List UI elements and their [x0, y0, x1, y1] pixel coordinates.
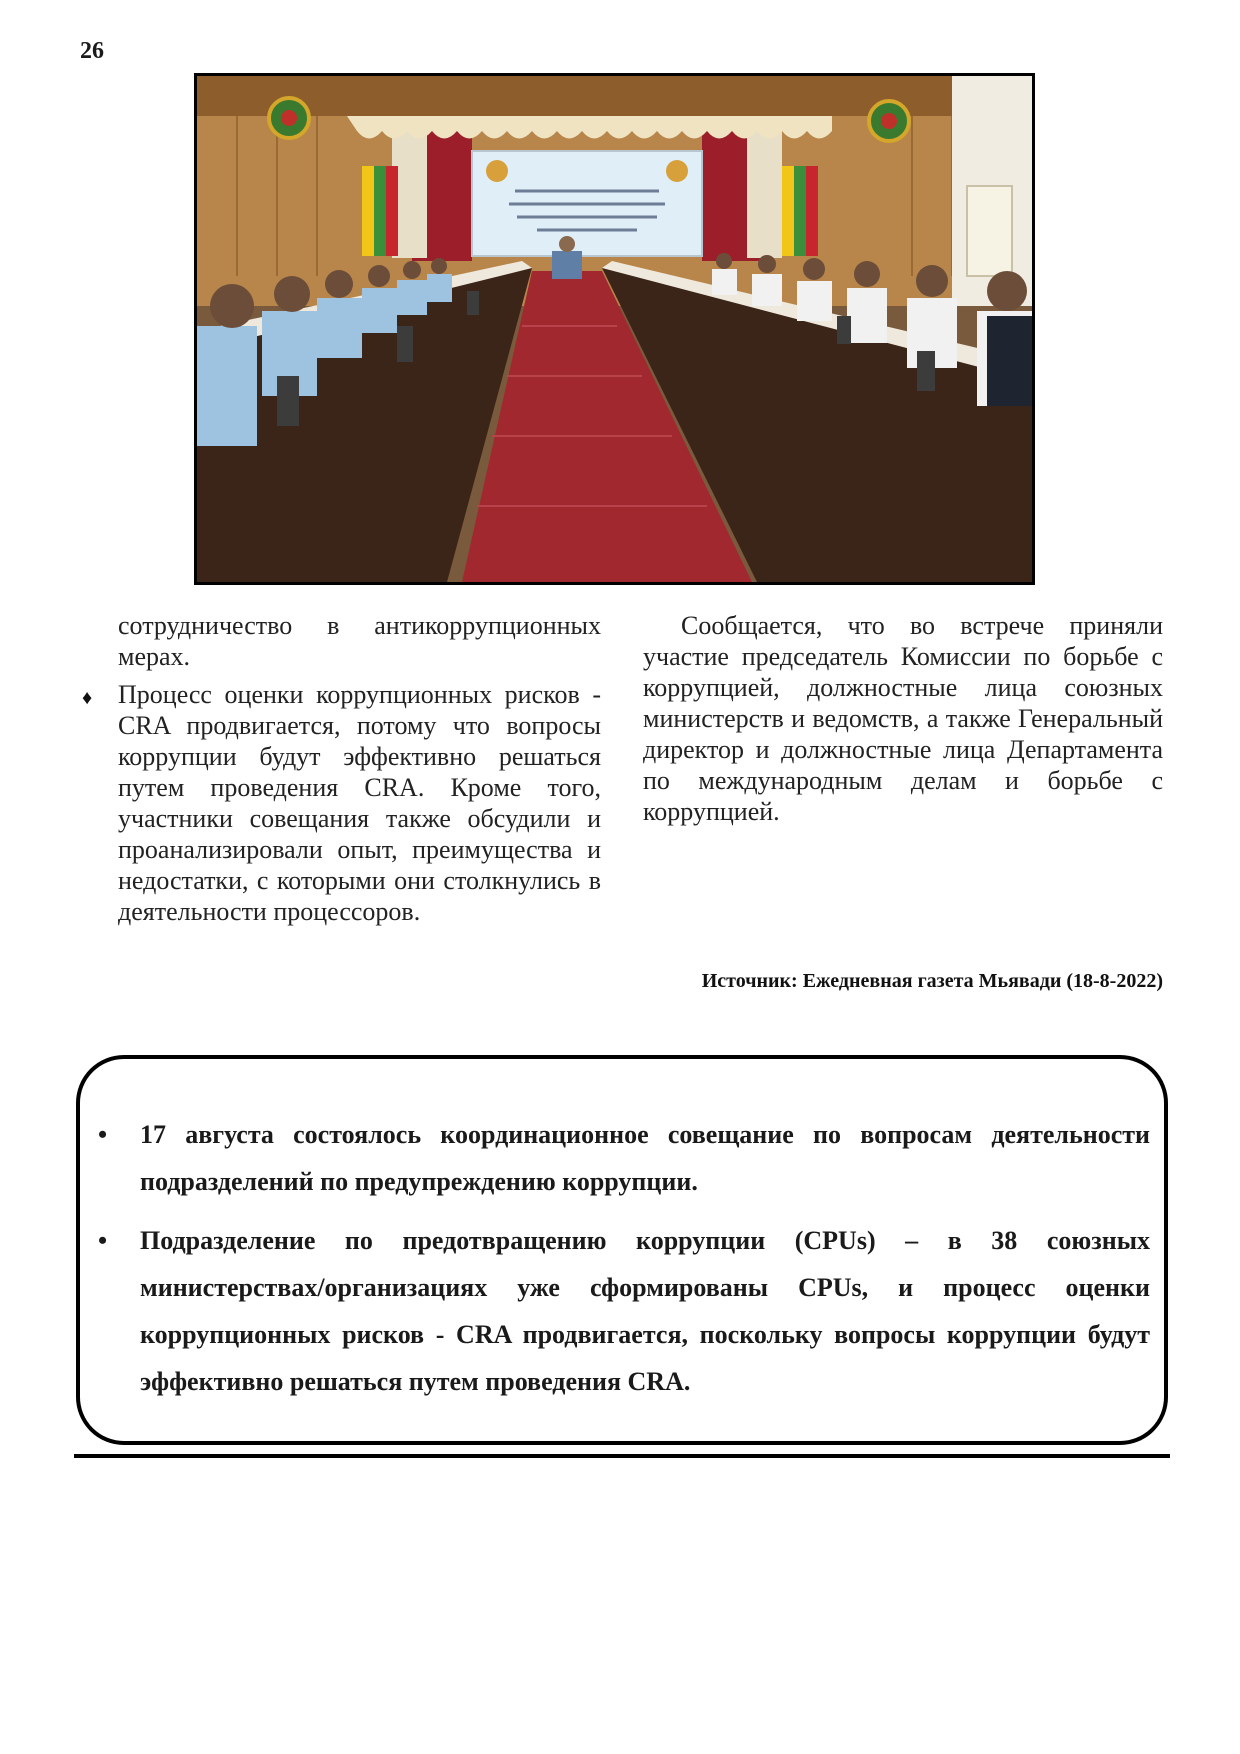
summary-item-text: 17 августа состоялось координационное совещание по вопросам деятельности подразделений по предупреждению коррупции. [140, 1120, 1150, 1196]
bullet-icon: • [98, 1226, 108, 1255]
summary-list [98, 1111, 1150, 1417]
summary-item-text: Подразделение по предотвращению коррупции (CPUs) – в 38 союзных министерствах/организациях уже сформированы CPUs, и процесс оценки коррупционных рисков - CRA продвигается, поскольку вопросы коррупции будут эффективно решаться путем проведения CRA. [140, 1226, 1150, 1396]
left-column-continuation: сотрудничество в антикоррупционных мерах. [118, 611, 601, 671]
page-number: 26 [80, 38, 104, 64]
left-column-bullet-paragraph [82, 679, 601, 927]
left-column-bullet-text: Процесс оценки коррупционных рисков - CRA продвигается, потому что вопросы коррупции будут эффективно решаться путем проведения CRA. Кроме того, участники совещания также обсудили и проанализировали опыт, преимущества и недостатки, с которыми они столкнулись в деятельности процессоров. [118, 680, 601, 926]
bottom-divider [74, 1454, 1170, 1458]
left-column [82, 610, 601, 927]
right-column-paragraph: Сообщается, что во встрече приняли участие председатель Комиссии по борьбе с коррупцией, должностные лица союзных министерств и ведомств, а также Генеральный директор и должностные лица Департамента по международным делам и борьбе с коррупцией. [643, 611, 1163, 826]
conference-photo-illustration [197, 76, 1032, 582]
source-citation: Источник: Ежедневная газета Мьявади (18-8-2022) [701, 970, 1163, 992]
bullet-icon: • [98, 1120, 108, 1149]
diamond-bullet-icon: ♦ [82, 687, 93, 709]
summary-box [76, 1055, 1168, 1445]
summary-item [98, 1111, 1150, 1205]
summary-item [98, 1217, 1150, 1405]
right-column [643, 610, 1163, 827]
conference-photo [194, 73, 1035, 585]
